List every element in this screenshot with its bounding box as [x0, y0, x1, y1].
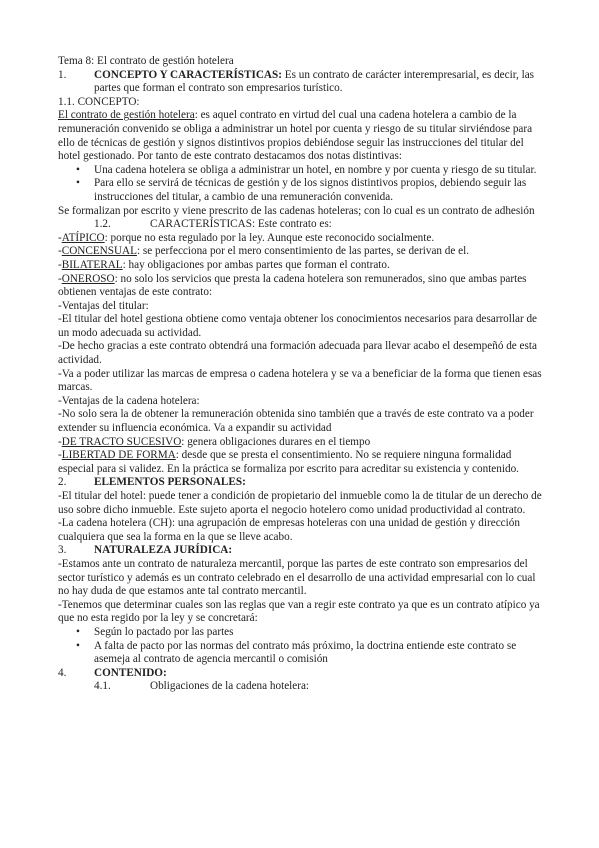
subsection-text: CARACTERÍSTICAS: Este contrato es:	[150, 218, 332, 231]
subsection-number: 1.2.	[94, 218, 111, 231]
section-4	[58, 667, 546, 681]
section-heading: CONTENIDO:	[94, 666, 167, 679]
section-number: 4.	[58, 666, 67, 679]
char-term: ATÍPICO	[61, 231, 105, 244]
concept-term: El contrato de gestión hotelera	[58, 109, 195, 122]
bullet-icon: •	[76, 625, 80, 638]
subsection-1-2	[58, 218, 546, 232]
bullet-icon: •	[76, 639, 80, 652]
bullet-icon: •	[76, 177, 80, 190]
bullet-list-3	[58, 626, 546, 667]
char-item: -LIBERTAD DE FORMA: desde que se presta el consentimiento. No se requiere ninguna formalidad especial para si validez. En la práctica se formaliza por escrito para acreditar su existencia y contenido.	[58, 449, 519, 475]
advantage-line: -No solo sera la de obtener la remuneración obtenida sino también que a través de este contrato va a poder extender su influencia económica. Va a expandir su actividad	[58, 408, 534, 435]
section-number: 2.	[58, 476, 67, 489]
advantage-line: -Ventajas de la cadena hotelera:	[58, 394, 200, 407]
list-item: • A falta de pacto por las normas del contrato más próximo, la doctrina entiende este contrato se asemeja al contrato de agencia mercantil o comisión	[76, 639, 517, 666]
list-item: • Según lo pactado por las partes	[76, 625, 234, 638]
char-item: -ATÍPICO: porque no esta regulado por la ley. Aunque este reconocido socialmente.	[58, 231, 435, 244]
char-item: -BILATERAL: hay obligaciones por ambas partes que forman el contrato.	[58, 258, 390, 271]
advantage-line: -Va a poder utilizar las marcas de empresa o cadena hotelera y se va a beneficiar de la forma que tienen esas marcas.	[58, 367, 542, 394]
char-item: -DE TRACTO SUCESIVO: genera obligaciones durares en el tiempo	[58, 435, 371, 448]
section-2	[58, 476, 546, 490]
paragraph: -La cadena hotelera (CH): una agrupación de empresas hoteleras con una unidad de gestión y dirección cualquiera que sea la forma en la que se lleve acabo.	[58, 517, 520, 543]
subsection-1-1: 1.1. CONCEPTO:	[58, 95, 140, 108]
char-term: BILATERAL	[61, 258, 123, 271]
advantage-line: -Ventajas del titular:	[58, 299, 149, 312]
char-term: LIBERTAD DE FORMA	[61, 449, 176, 462]
paragraph: -Estamos ante un contrato de naturaleza mercantil, porque las partes de este contrato son empresarios del sector turístico y además es un contrato celebrado en el desarrollo de una actividad empresarial con lo cual no hay duda de que estamos ante tal contrato mercantil.	[58, 557, 536, 598]
advantage-line: -El titular del hotel gestiona obtiene como ventaja obtener los conocimientos necesarios para desarrollar de un modo adecuada su actividad.	[58, 313, 538, 339]
char-term: ONEROSO	[61, 272, 115, 285]
paragraph: -Tenemos que determinar cuales son las reglas que van a regir este contrato ya que es un contrato atípico ya que no esta regido por la ley y se concretará:	[58, 598, 540, 625]
char-term: CONCENSUAL	[61, 245, 137, 258]
char-term: DE TRACTO SUCESIVO	[61, 435, 182, 448]
section-number: 3.	[58, 544, 67, 557]
list-item: • Para ello se servirá de técnicas de gestión y de los signos distintivos propios, debiendo seguir las instrucciones del titular, a cambio de una remuneración convenida.	[76, 177, 527, 203]
section-1	[58, 69, 546, 96]
subsection-text: Obligaciones de la cadena hotelera:	[150, 680, 310, 693]
section-number: 1.	[58, 68, 67, 81]
section-heading: CONCEPTO Y CARACTERÍSTICAS:	[94, 68, 282, 81]
bullet-list-1	[58, 164, 546, 205]
bullet-icon: •	[76, 163, 80, 176]
document-page	[58, 55, 546, 694]
formalization-paragraph: Se formalizan por escrito y viene prescrito de las cadenas hoteleras; con lo cual es un contrato de adhesión	[58, 204, 535, 217]
section-heading: ELEMENTOS PERSONALES:	[94, 476, 246, 489]
char-item: -CONCENSUAL: se perfecciona por el mero consentimiento de las partes, se derivan de el.	[58, 245, 470, 258]
doc-title: Tema 8: El contrato de gestión hotelera	[58, 55, 234, 67]
paragraph: -El titular del hotel: puede tener a condición de propietario del inmueble como la de titular de un derecho de uso sobre dicho inmueble. Este sujeto aporta el negocio hotelero como unidad productividad al contrato.	[58, 490, 542, 516]
subsection-number: 4.1.	[94, 680, 111, 693]
subsection-4-1	[58, 680, 546, 694]
char-item: -ONEROSO: no solo los servicios que presta la cadena hotelera son remunerados, sino que ambas partes obtienen ventajas de este contrato:	[58, 272, 527, 299]
concept-paragraph	[58, 109, 546, 163]
section-heading: NATURALEZA JURÍDICA:	[94, 544, 233, 557]
section-3	[58, 544, 546, 558]
concept-text: : es aquel contrato en virtud del cual una cadena hotelera a cambio de la remuneración convenido se obliga a administrar un hotel por cuenta y riesgo de su titular sirviéndose para ello de técnicas de gestión y signos distintivos propios debiéndose seguir las instrucciones del titular del hotel gestionado. Por tanto de este contrato destacamos dos notas distintivas:	[58, 109, 533, 163]
list-item: • Una cadena hotelera se obliga a administrar un hotel, en nombre y por cuenta y riesgo de su titular.	[76, 163, 537, 176]
section-text: Es un contrato de carácter interempresarial, es decir, las partes que forman el contrato son empresarios turístico.	[94, 68, 535, 95]
advantage-line: -De hecho gracias a este contrato obtendrá una formación adecuada para llevar acabo el desempeñó de esta actividad.	[58, 340, 537, 367]
